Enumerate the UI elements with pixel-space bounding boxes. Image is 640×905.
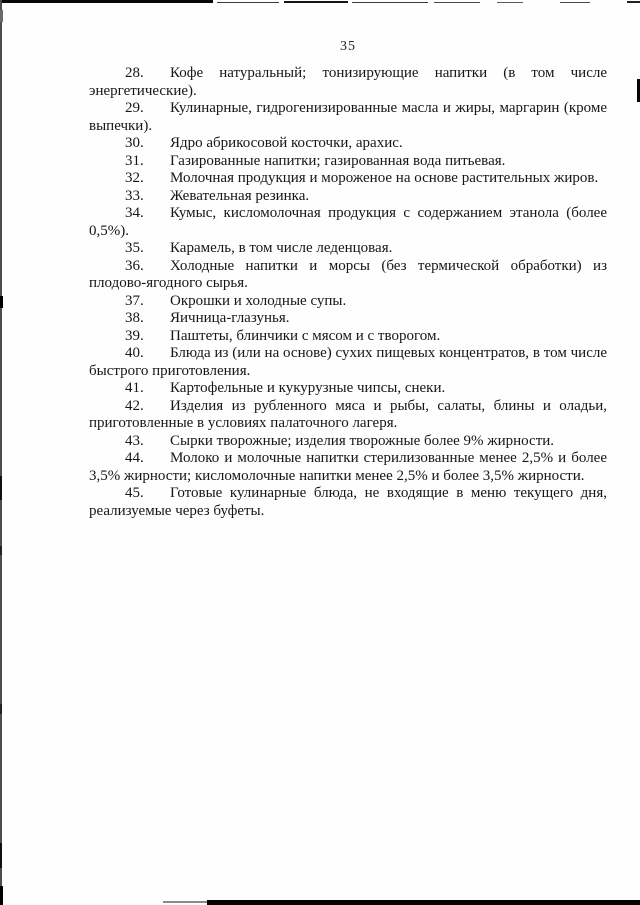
item-text: Блюда из (или на основе) сухих пищевых концентратов, в том числе (170, 345, 607, 361)
list-item-line (89, 205, 607, 223)
list-item-line (89, 328, 607, 346)
item-number: 41. (125, 380, 144, 396)
scan-edge-top-segment (217, 2, 279, 3)
list-item-line (89, 345, 607, 363)
item-number: 42. (125, 397, 144, 414)
scan-edge-left-mark (0, 886, 3, 905)
item-number: 29. (125, 100, 144, 116)
item-text: Кофе натуральный; тонизирующие напитки (в том числе (170, 65, 607, 81)
item-number: 31. (125, 152, 144, 169)
item-number: 35. (125, 240, 144, 256)
item-number: 45. (125, 485, 144, 501)
list-item-line (89, 293, 607, 311)
item-number: 37. (125, 292, 144, 309)
list-item-line (89, 433, 607, 451)
item-text: Газированные напитки; газированная вода питьевая. (170, 152, 506, 169)
item-text: Паштеты, блинчики с мясом и с творогом. (170, 327, 441, 344)
item-text: Кулинарные, гидрогенизированные масла и жиры, маргарин (кроме (170, 100, 607, 116)
item-text: Окрошки и холодные супы. (170, 292, 347, 309)
item-text: Молочная продукция и мороженое на основе растительных жиров. (170, 170, 599, 186)
scan-edge-top-segment (497, 2, 523, 3)
scan-edge-top-segment (352, 2, 428, 3)
item-text-continuation: выпечки). (89, 117, 153, 134)
scan-edge-top-segment (627, 1, 640, 3)
item-text: Холодные напитки и морсы (без термической обработки) из (170, 257, 607, 274)
item-text: Ядро абрикосовой косточки, арахис. (170, 135, 403, 151)
item-text-continuation: 0,5%). (89, 222, 129, 239)
numbered-list (89, 65, 607, 520)
scan-edge-bottom-line (207, 900, 640, 905)
list-item-line (89, 170, 607, 188)
item-text-continuation: приготовленные в условиях палаточного лагеря. (89, 415, 398, 431)
item-text: Молоко и молочные напитки стерилизованные менее 2,5% и более (170, 450, 607, 466)
list-item-line (89, 153, 607, 171)
item-text: Готовые кулинарные блюда, не входящие в меню текущего дня, (170, 485, 607, 501)
item-number: 44. (125, 450, 144, 466)
item-number: 30. (125, 135, 144, 151)
scan-edge-left-line (0, 0, 2, 905)
item-text: Сырки творожные; изделия творожные более 9% жирности. (170, 432, 555, 449)
item-number: 32. (125, 170, 144, 186)
list-item-line (89, 450, 607, 468)
item-number: 34. (125, 205, 144, 221)
scan-edge-left-mark (0, 10, 3, 22)
list-item-line (89, 380, 607, 398)
scan-edge-top-segment (434, 2, 480, 3)
item-text-continuation: энергетические). (89, 82, 197, 99)
item-number: 38. (125, 310, 144, 326)
item-number: 28. (125, 65, 144, 81)
item-number: 39. (125, 327, 144, 344)
scan-edge-left-mark (0, 476, 2, 500)
list-item-line (89, 135, 607, 153)
list-item-line (89, 240, 607, 258)
item-number: 36. (125, 257, 144, 274)
scan-edge-top-segment (560, 2, 590, 3)
list-item-line (89, 398, 607, 416)
list-item-line (89, 485, 607, 503)
list-item-line (89, 100, 607, 118)
item-number: 33. (125, 187, 144, 204)
item-number: 40. (125, 345, 144, 361)
scan-edge-top-segment (0, 0, 213, 3)
scan-edge-left-mark (0, 704, 2, 714)
item-text-continuation: 3,5% жирности; кисломолочные напитки менее 2,5% и более 3,5% жирности. (89, 467, 585, 484)
list-item-line (89, 258, 607, 276)
item-text: Изделия из рубленного мяса и рыбы, салаты, блины и оладьи, (170, 397, 607, 414)
page-number: 35 (340, 39, 356, 54)
list-item-line (89, 65, 607, 83)
item-text: Кумыс, кисломолочная продукция с содержанием этанола (более (170, 205, 607, 221)
item-number: 43. (125, 432, 144, 449)
scan-edge-left-mark (0, 546, 2, 555)
item-text-continuation: плодово-ягодного сырья. (89, 275, 248, 291)
item-text: Картофельные и кукурузные чипсы, снеки. (170, 380, 446, 396)
scan-edge-left-mark (0, 296, 3, 308)
scan-edge-left-mark (0, 843, 2, 868)
item-text: Карамель, в том числе леденцовая. (170, 240, 393, 256)
scan-edge-top-segment (284, 1, 348, 3)
item-text: Жевательная резинка. (170, 187, 310, 204)
item-text-continuation: реализуемые через буфеты. (89, 502, 265, 519)
item-text: Яичница-глазунья. (170, 310, 290, 326)
list-item-line (89, 310, 607, 328)
scan-edge-bottom-segment (163, 901, 208, 903)
item-text-continuation: быстрого приготовления. (89, 362, 251, 379)
list-item-line (89, 188, 607, 206)
